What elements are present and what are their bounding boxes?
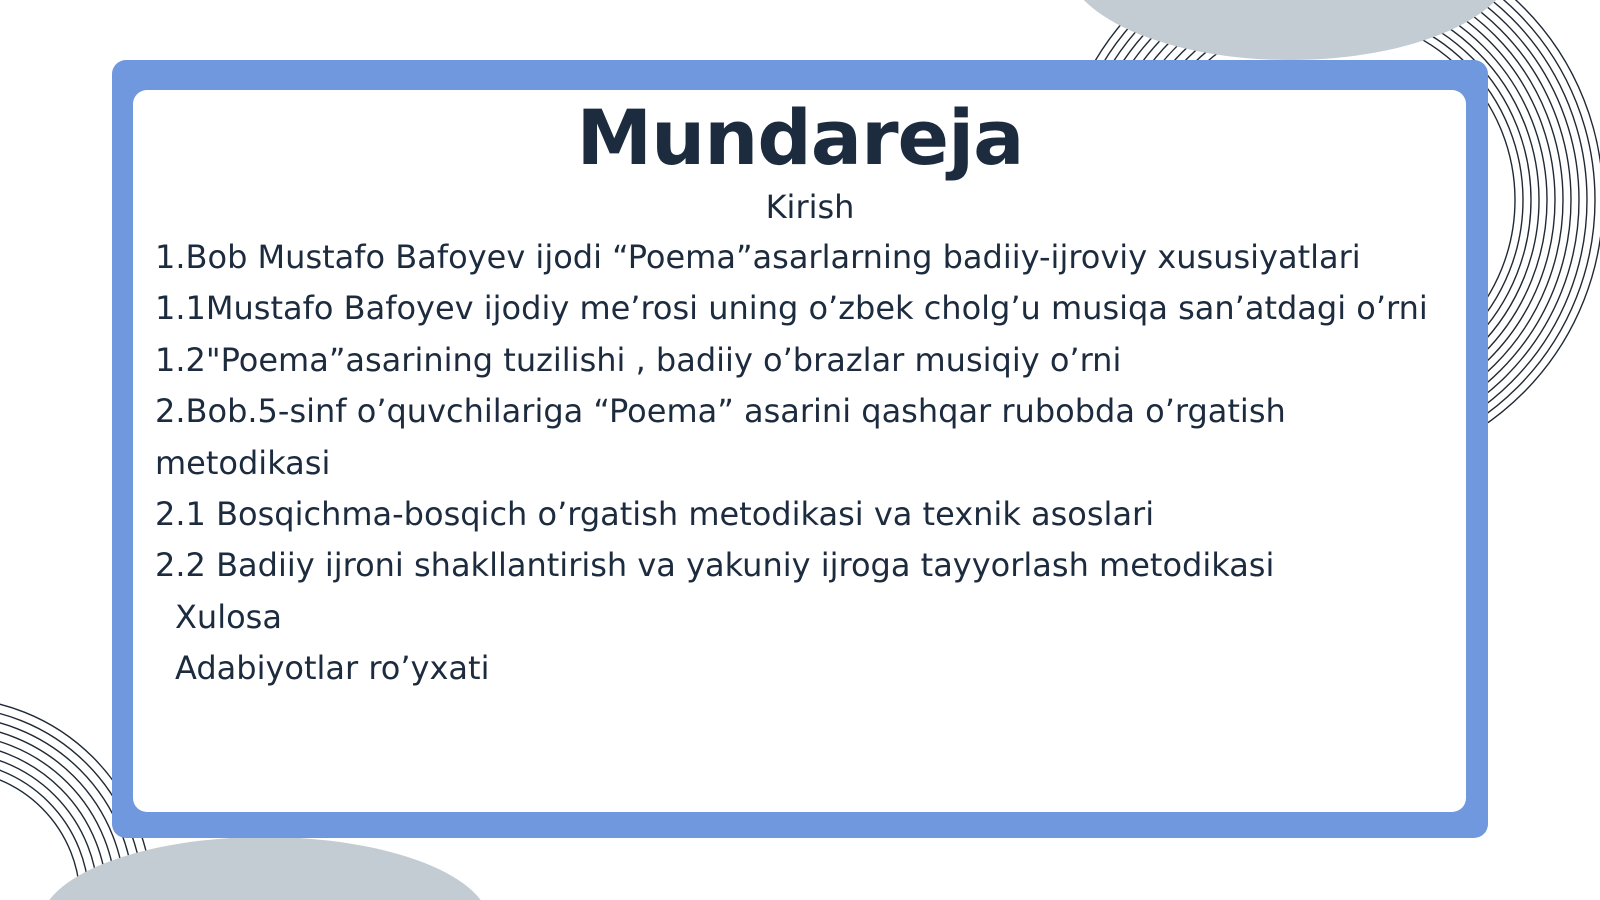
toc-item-conclusion: Xulosa bbox=[175, 597, 282, 636]
toc-item-references: Adabiyotlar ro’yxati bbox=[175, 649, 490, 688]
page-title: Mundareja bbox=[576, 93, 1024, 182]
toc-item: 2.Bob.5-sinf o’quvchilariga “Poema” asarini qashqar rubobda o’rgatish metodikasi bbox=[155, 392, 1286, 482]
table-of-contents bbox=[155, 232, 1450, 695]
toc-item: 1.1Mustafo Bafoyev ijodiy me’rosi uning o’zbek cholg’u musiqa san’atdagi o’rni bbox=[155, 289, 1428, 328]
top-right-blob bbox=[1065, 0, 1515, 60]
toc-item: 1.2"Poema”asarining tuzilishi , badiiy o’brazlar musiqiy o’rni bbox=[155, 340, 1122, 379]
intro-heading: Kirish bbox=[765, 188, 855, 226]
toc-item: 1.Bob Mustafo Bafoyev ijodi “Poema”asarlarning badiiy-ijroviy xususiyatlari bbox=[155, 238, 1361, 276]
toc-item: 2.1 Bosqichma-bosqich o’rgatish metodikasi va texnik asoslari bbox=[155, 495, 1155, 534]
toc-item: 2.2 Badiiy ijroni shakllantirish va yakuniy ijroga tayyorlash metodikasi bbox=[155, 546, 1275, 585]
